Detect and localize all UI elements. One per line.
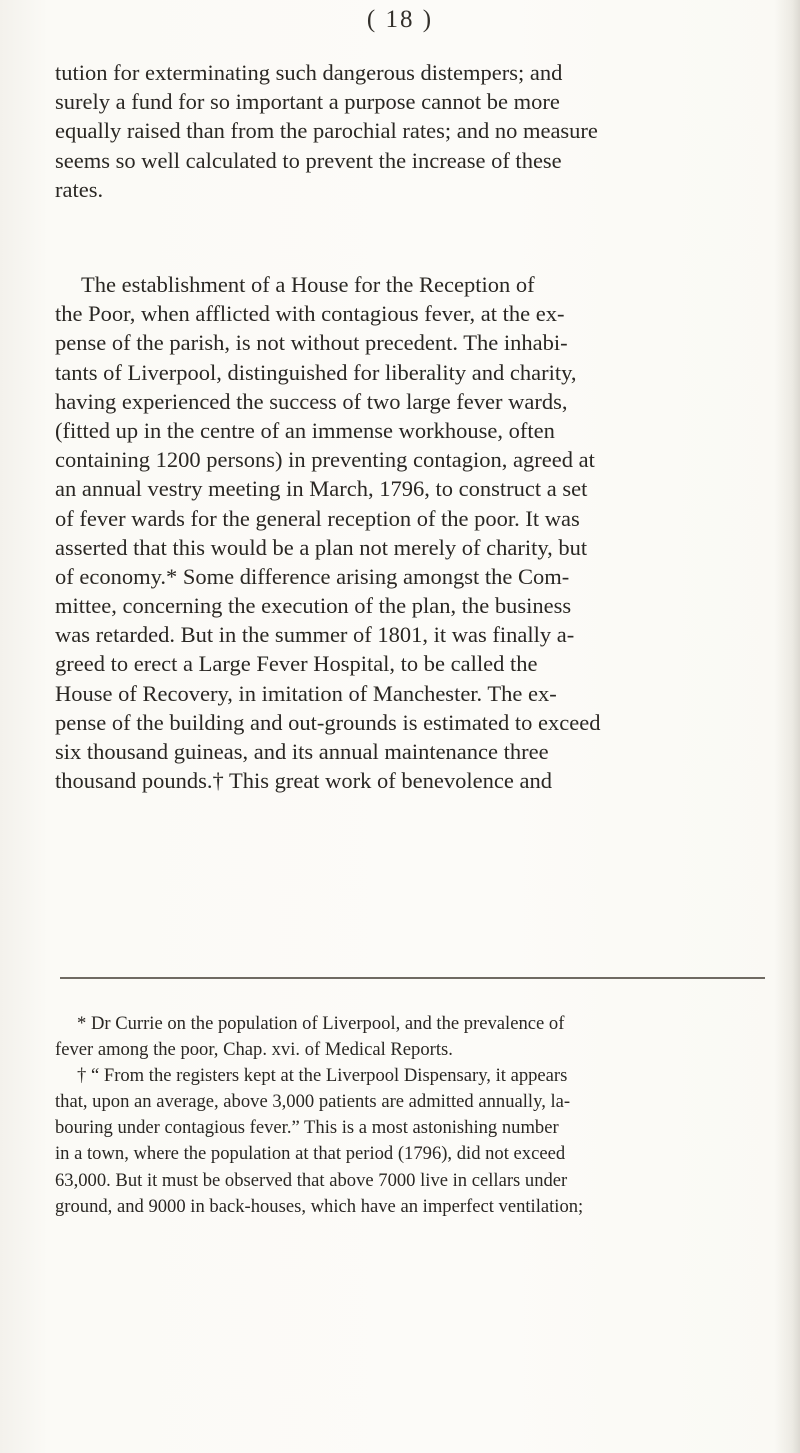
text-line: House of Recovery, in imitation of Manchester. The ex-: [55, 680, 557, 706]
text-line: (fitted up in the centre of an immense workhouse, often: [55, 417, 555, 443]
footnote-line: bouring under contagious fever.” This is a most astonishing number: [55, 1117, 559, 1139]
footnote-line: † “ From the registers kept at the Liverpool Dispensary, it appears: [77, 1065, 568, 1087]
text-line: tants of Liverpool, distinguished for liberality and charity,: [55, 359, 577, 385]
text-line: containing 1200 persons) in preventing contagion, agreed at: [55, 447, 595, 473]
text-line: the Poor, when afflicted with contagious fever, at the ex-: [55, 301, 565, 327]
footnote-divider: [60, 977, 765, 979]
text-line: six thousand guineas, and its annual maintenance three: [55, 739, 549, 764]
text-line: of economy.* Some difference arising amongst the Com-: [55, 563, 570, 589]
text-line: mittee, concerning the execution of the plan, the business: [55, 593, 572, 619]
page-edge-shadow: [774, 0, 800, 1453]
footnote-line: fever among the poor, Chap. xvi. of Medical Reports.: [55, 1039, 453, 1061]
footnote-line: 63,000. But it must be observed that above 7000 live in cellars under: [55, 1169, 568, 1191]
text-line: thousand pounds.† This great work of benevolence and: [55, 768, 552, 794]
page-number: ( 18 ): [366, 6, 434, 33]
text-line: equally raised than from the parochial rates; and no measure: [55, 118, 598, 144]
paragraph-continuation: [55, 58, 765, 204]
paragraph-house-of-recovery: [55, 270, 765, 795]
text-line: pense of the building and out-grounds is estimated to exceed: [55, 709, 601, 735]
text-line: tution for exterminating such dangerous distempers; and: [55, 60, 563, 85]
footnote-line: * Dr Currie on the population of Liverpool, and the prevalence of: [77, 1013, 565, 1034]
text-line: seems so well calculated to prevent the increase of these: [55, 147, 562, 173]
text-line: was retarded. But in the summer of 1801, it was finally a-: [55, 622, 575, 648]
text-line: of fever wards for the general reception of the poor. It was: [55, 505, 580, 531]
text-line: pense of the parish, is not without precedent. The inhabi-: [55, 330, 568, 356]
text-line: The establishment of a House for the Reception of: [81, 272, 535, 297]
footnotes: [55, 1011, 765, 1220]
footnote-line: ground, and 9000 in back-houses, which have an imperfect ventilation;: [55, 1195, 584, 1217]
footnote-line: that, upon an average, above 3,000 patients are admitted annually, la-: [55, 1091, 571, 1113]
text-line: greed to erect a Large Fever Hospital, to be called the: [55, 651, 538, 677]
text-line: having experienced the success of two large fever wards,: [55, 388, 568, 414]
text-line: surely a fund for so important a purpose cannot be more: [55, 89, 560, 115]
text-line: an annual vestry meeting in March, 1796, to construct a set: [55, 476, 588, 502]
footnote-line: in a town, where the population at that period (1796), did not exceed: [55, 1143, 566, 1165]
text-line: rates.: [55, 176, 104, 202]
text-line: asserted that this would be a plan not merely of charity, but: [55, 534, 588, 560]
